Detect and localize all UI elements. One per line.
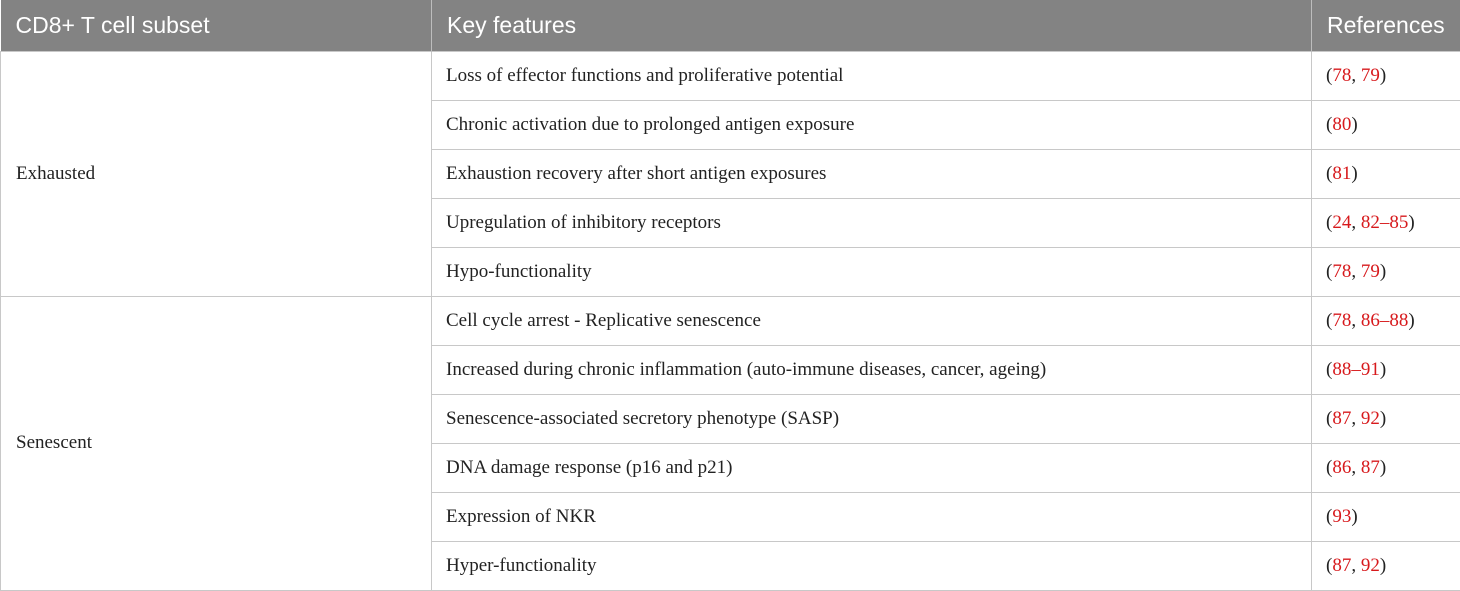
reference-link[interactable]: 81 [1332, 162, 1352, 184]
references-cell: (81) [1312, 149, 1460, 198]
feature-cell: Expression of NKR [432, 492, 1312, 541]
feature-cell: Senescence-associated secretory phenotype (SASP) [432, 394, 1312, 443]
reference-link[interactable]: 79 [1360, 260, 1380, 282]
table-row [1, 296, 1460, 345]
reference-link[interactable]: 88–91 [1332, 358, 1380, 380]
header-subset: CD8+ T cell subset [1, 0, 432, 51]
reference-link[interactable]: 87 [1332, 554, 1352, 576]
header-row [1, 0, 1460, 51]
references-cell: (78, 79) [1312, 51, 1460, 100]
subset-cell: Senescent [1, 296, 432, 590]
reference-link[interactable]: 92 [1360, 407, 1380, 429]
feature-cell: DNA damage response (p16 and p21) [432, 443, 1312, 492]
table-body [1, 51, 1460, 590]
feature-cell: Loss of effector functions and proliferative potential [432, 51, 1312, 100]
reference-link[interactable]: 87 [1360, 456, 1380, 478]
references-cell: (78, 79) [1312, 247, 1460, 296]
references-cell: (87, 92) [1312, 394, 1460, 443]
reference-link[interactable]: 92 [1360, 554, 1380, 576]
table-header [1, 0, 1460, 51]
reference-link[interactable]: 82–85 [1360, 211, 1409, 233]
references-cell: (87, 92) [1312, 541, 1460, 590]
reference-link[interactable]: 87 [1332, 407, 1352, 429]
subset-cell: Exhausted [1, 51, 432, 296]
feature-cell: Exhaustion recovery after short antigen exposures [432, 149, 1312, 198]
reference-link[interactable]: 78 [1332, 260, 1352, 282]
references-cell: (88–91) [1312, 345, 1460, 394]
feature-cell: Chronic activation due to prolonged antigen exposure [432, 100, 1312, 149]
feature-cell: Cell cycle arrest - Replicative senescence [432, 296, 1312, 345]
references-cell: (93) [1312, 492, 1460, 541]
reference-link[interactable]: 78 [1332, 309, 1352, 331]
reference-link[interactable]: 79 [1360, 64, 1380, 86]
feature-cell: Increased during chronic inflammation (auto-immune diseases, cancer, ageing) [432, 345, 1312, 394]
references-cell: (78, 86–88) [1312, 296, 1460, 345]
reference-link[interactable]: 93 [1332, 505, 1352, 527]
header-key-features: Key features [432, 0, 1312, 51]
reference-link[interactable]: 86–88 [1360, 309, 1409, 331]
reference-link[interactable]: 24 [1332, 211, 1352, 233]
feature-cell: Hypo-functionality [432, 247, 1312, 296]
reference-link[interactable]: 80 [1332, 113, 1352, 135]
table-row [1, 51, 1460, 100]
feature-cell: Hyper-functionality [432, 541, 1312, 590]
reference-link[interactable]: 78 [1332, 64, 1352, 86]
references-cell: (86, 87) [1312, 443, 1460, 492]
feature-cell: Upregulation of inhibitory receptors [432, 198, 1312, 247]
reference-link[interactable]: 86 [1332, 456, 1352, 478]
references-cell: (80) [1312, 100, 1460, 149]
header-references: References [1312, 0, 1460, 51]
references-cell: (24, 82–85) [1312, 198, 1460, 247]
